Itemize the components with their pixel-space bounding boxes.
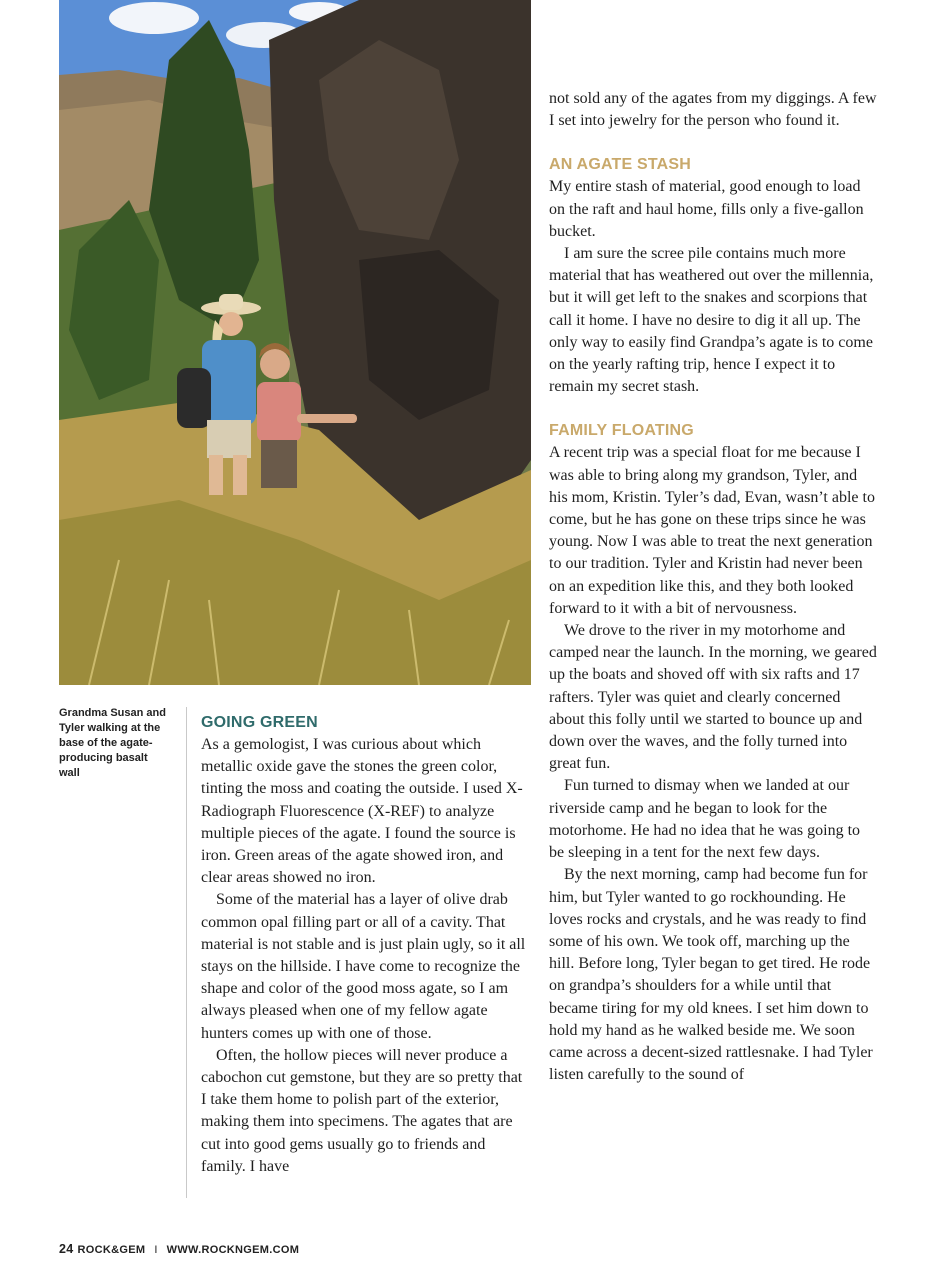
paragraph: A recent trip was a special float for me because I was able to bring along my grandson, Tyler, and his mom, Kristin. Tyler’s dad, Evan, wasn’t able to come, but he has gone on these trips since he was young. Now I was able to treat the next generation to our tradition. Tyler and Kristin had never been on an expedition like this, and they both looked forward to it with a bit of nervousness. xyxy=(549,444,875,617)
paragraph: My entire stash of material, good enough to load on the raft and haul home, fills only a five-gallon bucket. xyxy=(549,178,864,240)
footer-separator: I xyxy=(154,1244,158,1256)
paragraph: I am sure the scree pile contains much more material that has weathered out over the millennia, but it will get left to the snakes and scorpions that call it home. I have no desire to dig it all up. The only way to easily find Grandpa’s agate is to come on the yearly rafting trip, hence I expect it to remain my secret stash. xyxy=(549,245,874,396)
paragraph: We drove to the river in my motorhome and camped near the launch. In the morning, we geared up the boats and shoved off with six rafts and 17 rafters. Tyler was quiet and clearly concerned about this folly until we started to bounce up and down over the waves, and the folly turned into great fun. xyxy=(549,622,877,773)
paragraph-continuation: not sold any of the agates from my diggings. A few I set into jewelry for the person who found it. xyxy=(549,90,877,130)
section-heading-agate-stash: AN AGATE STASH xyxy=(549,156,692,174)
website-link[interactable]: WWW.ROCKNGEM.COM xyxy=(166,1244,300,1256)
paragraph: Some of the material has a layer of olive drab common opal filling part or all of a cavity. That material is not stable and is just plain ugly, so it all stays on the hillside. I have come to recognize the shape and color of the good moss agate, so I am always pleased when one of my fellow agate hunters comes up with one of those. xyxy=(201,891,526,1042)
column-divider xyxy=(186,707,187,1198)
paragraph: Often, the hollow pieces will never produce a cabochon cut gemstone, but they are so pretty that I take them home to polish part of the exterior, making them into specimens. The agates that are cut into good gems usually go to friends and family. I have xyxy=(201,1046,523,1175)
photo-illustration xyxy=(59,0,531,685)
publication-name: ROCK&GEM xyxy=(77,1244,146,1256)
paragraph: By the next morning, camp had become fun for him, but Tyler wanted to go rockhounding. He loves rocks and crystals, and he was ready to find some of his own. We took off, marching up the hill. Before long, Tyler began to get tired. He rode on grandpa’s shoulders for a while until that became tiring for my old knees. I set him down to hold my hand as he walked beside me. We soon came across a decent-sized rattlesnake. I had Tyler listen carefully to the sound of xyxy=(549,866,873,1084)
paragraph: As a gemologist, I was curious about which metallic oxide gave the stones the green color, tinting the moss and coating the outside. I used X-Radiograph Fluorescence (X-REF) to analyze multiple pieces of the agate. I found the source is iron. Green areas of the agate showed iron, and clear areas showed no iron. xyxy=(201,736,523,887)
section-spacer xyxy=(549,132,879,154)
article-photo xyxy=(59,0,531,685)
page-footer xyxy=(59,1242,299,1256)
paragraph: Fun turned to dismay when we landed at our riverside camp and he began to look for the motorhome. He had no idea that he was going to be sleeping in a tent for the next few days. xyxy=(549,777,861,862)
article-column-right xyxy=(549,88,879,1086)
photo-caption: Grandma Susan and Tyler walking at the base of the agate-producing basalt wall xyxy=(59,707,166,779)
section-spacer xyxy=(549,398,879,420)
section-heading-going-green: GOING GREEN xyxy=(201,714,318,731)
section-heading-family-floating: FAMILY FLOATING xyxy=(549,422,694,440)
article-column-left xyxy=(201,712,531,1178)
page-number: 24 xyxy=(59,1242,74,1256)
